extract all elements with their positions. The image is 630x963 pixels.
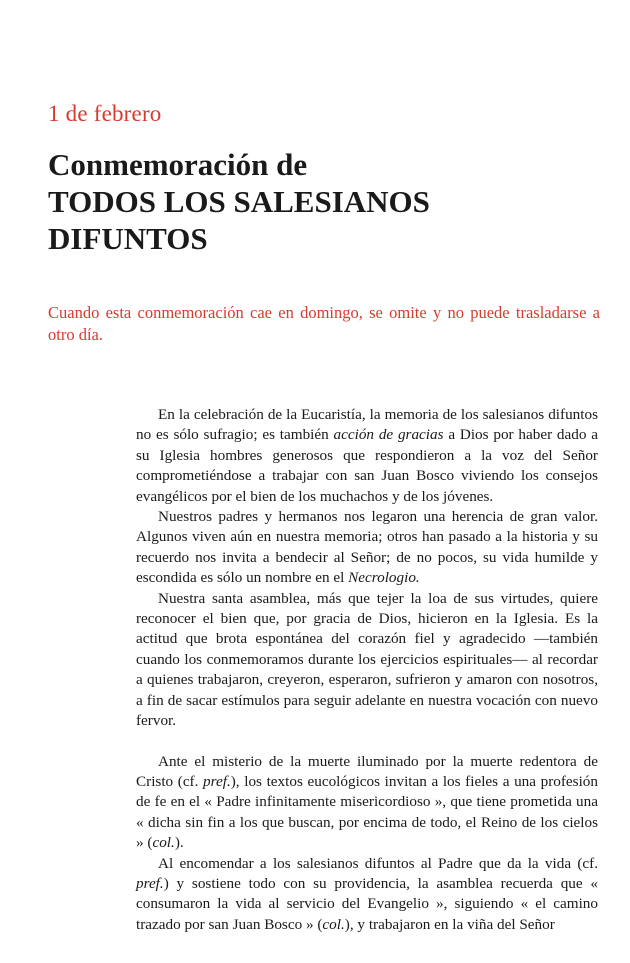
emphasis: Necrologio.: [348, 569, 420, 587]
title-line: TODOS LOS SALESIANOS: [48, 184, 430, 219]
rubric-note: Cuando esta conmemoración cae en domingo, se omite y no puede trasladarse a otro día.: [48, 303, 600, 344]
paragraph: Al encomendar a los salesianos difuntos al Padre que da la vida (cf. pref.) y sostiene todo con su providencia, la asamblea recuerda que « consumaron la vida al servicio del Evangelio », siguiendo « el camino trazado por san Juan Bosco » (col.), y trabajaron en la viña del Señor: [136, 854, 598, 933]
paragraph: Ante el misterio de la muerte iluminado por la muerte redentora de Cristo (cf. pref.), los textos eucológicos invitan a los fieles a una profesión de fe en el « Padre infinitamente misericordioso », que tiene prometida una « dicha sin fin a los que buscan, por encima de todo, el Reino de los cielos » (col.).: [136, 752, 598, 852]
emphasis: col.: [152, 834, 175, 852]
emphasis: acción de gracias: [333, 426, 444, 444]
paragraph: En la celebración de la Eucaristía, la memoria de los salesianos difuntos no es sólo sufragio; es también acción de gracias a Dios por haber dado a su Iglesia hombres generosos que respondieron a la voz del Señor comprometiéndose a trabajar con san Juan Bosco viviendo los consejos evangélicos por el bien de los muchachos y de los jóvenes.: [136, 406, 598, 505]
title-line: DIFUNTOS: [48, 221, 208, 256]
title-line: Conmemoración de: [48, 147, 308, 182]
page-title: [48, 146, 588, 257]
emphasis: pref.: [203, 772, 231, 790]
date-heading: 1 de febrero: [48, 101, 162, 126]
emphasis: pref.: [136, 874, 164, 892]
paragraph: Nuestros padres y hermanos nos legaron una herencia de gran valor. Algunos viven aún en nuestra memoria; otros han pasado a la historia y su recuerdo nos invita a bendecir al Señor; de no pocos, su vida humilde y escondida es sólo un nombre en el Necrologio.: [136, 508, 598, 587]
emphasis: col.: [322, 915, 345, 933]
body-text: [136, 405, 598, 935]
paragraph: Nuestra santa asamblea, más que tejer la loa de sus virtudes, quiere reconocer el bien que, por gracia de Dios, hicieron en la Iglesia. Es la actitud que brota espontánea del corazón fiel y agradecido —también cuando los conmemoramos durante los ejercicios espirituales— al recordar a quienes trabajaron, creyeron, esperaron, sufrieron y amaron con nosotros, a fin de sacar estímulos para seguir adelante en nuestra vocación con nuevo fervor.: [136, 589, 598, 730]
